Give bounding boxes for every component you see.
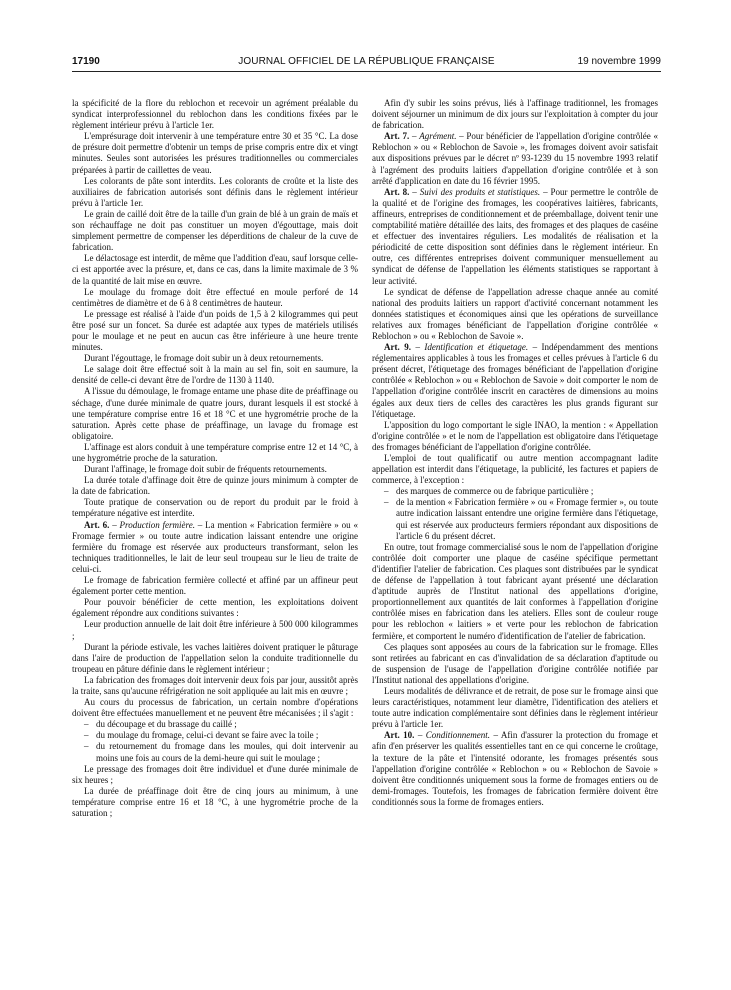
article-number: Art. 10. bbox=[384, 730, 415, 741]
list-item: – du moulage du fromage, celui-ci devant se faire avec la toile ; bbox=[96, 730, 358, 741]
page-header bbox=[72, 56, 661, 70]
paragraph: Au cours du processus de fabrication, un certain nombre d'opérations doivent être effectuées manuellement et ne peuvent être mécanisées ; il s'agit : bbox=[72, 697, 358, 719]
paragraph: la spécificité de la flore du reblochon et recevoir un agrément préalable du syndicat interprofessionnel du reblochon dans les conditions fixées par le règlement intérieur prévu à l'article 1er. bbox=[72, 98, 358, 131]
article-text: – Indépendamment des mentions réglementaires applicables à tous les fromages et celles prévues à l'article 6 du présent décret, l'étiquetage des fromages bénéficiant de l'appellation d'origine contrôlée « Reblochon » ou « Reblochon de Savoie » doit comporter le nom de l'appellation d'origine contrôlée inscrit en caractères de dimensions au moins égales aux deux tiers de celles des caractères les plus grands figurant sur l'étiquetage. bbox=[372, 342, 658, 419]
list-item: – des marques de commerce ou de fabrique particulière ; bbox=[396, 486, 658, 497]
paragraph: La durée de préaffinage doit être de cinq jours au minimum, à une température comprise entre 16 et 18 °C, à une hygrométrie proche de la saturation ; bbox=[72, 785, 358, 818]
article-text: – Pour permettre le contrôle de la qualité et de l'origine des fromages, les coopératives laitières, fabricants, affineurs, entreprises de conditionnement et de préemballage, doivent tenir une comptabilité matière détaillée des laits, des fromages et des plaques de caséine et effectuer des inventaires réguliers. Les modalités de réalisation et la périodicité de cette disposition sont définies dans le règlement intérieur. En outre, ces différentes entreprises doivent communiquer mensuellement au syndicat de défense de l'appellation les éléments statistiques se rapportant à leur activité. bbox=[372, 186, 658, 286]
paragraph: Pour pouvoir bénéficier de cette mention, les exploitations doivent également répondre aux conditions suivantes : bbox=[72, 597, 358, 619]
paragraph: L'emploi de tout qualificatif ou autre mention accompagnant ladite appellation est interdit dans l'étiquetage, la publicité, les factures et papiers de commerce, à l'exception : bbox=[372, 453, 658, 486]
paragraph: Le pressage est réalisé à l'aide d'un poids de 1,5 à 2 kilogrammes qui peut être posé sur un foncet. Sa durée est adaptée aux types de matériels utilisés pour le moulage et ne peut en aucun cas être inférieure à une heure trente minutes. bbox=[72, 308, 358, 353]
paragraph: Le délactosage est interdit, de même que l'addition d'eau, sauf lorsque celle-ci est apportée avec la présure, et, dans ce cas, dans la limite maximale de 3 % de la quantité de lait mise en œuvre. bbox=[72, 253, 358, 286]
paragraph: L'apposition du logo comportant le sigle INAO, la mention : « Appellation d'origine contrôlée » et le nom de l'appellation est obligatoire dans l'étiquetage des fromages bénéficiant de l'appellation d'origine contrôlée. bbox=[372, 419, 658, 452]
article-title: Production fermière. bbox=[119, 519, 195, 530]
paragraph: Ces plaques sont apposées au cours de la fabrication sur le fromage. Elles sont retirées au fabricant en cas d'invalidation de sa déclaration d'aptitude ou de suspension de l'usage de l'appellation d'origine contrôlée notifiée par l'Institut national des appellations d'origine. bbox=[372, 641, 658, 685]
journal-title: JOURNAL OFFICIEL DE LA RÉPUBLIQUE FRANÇAISE bbox=[238, 56, 495, 67]
paragraph: En outre, tout fromage commercialisé sous le nom de l'appellation d'origine contrôlée doit comporter une plaque de caséine spécifique permettant d'identifier l'atelier de fabrication. Ces plaques sont distribuées par le syndicat de défense de l'appellation à tout fabricant ayant présenté une déclaration d'aptitude auprès de l'Institut national des appellations d'origine, proportionnellement aux quantités de lait conformes à l'appellation d'origine contrôlée mises en fabrication dans les ateliers. Elles sont de couleur rouge pour les reblochon « laitiers » et verte pour les reblochon de fabrication fermière, et comportent le numéro d'identification de l'atelier de fabrication. bbox=[372, 541, 658, 641]
paragraph: Le syndicat de défense de l'appellation adresse chaque année au comité national des produits laitiers un rapport d'activité concernant notamment les données statistiques et économiques ainsi que les opérations de surveillance relatives aux fromages bénéficiant de l'appellation d'origine contrôlée « Reblochon » ou « Reblochon de Savoie ». bbox=[372, 286, 658, 341]
paragraph: Le salage doit être effectué soit à la main au sel fin, soit en saumure, la densité de celle-ci devant être de l'ordre de 1130 à 1140. bbox=[72, 364, 358, 386]
issue-date: 19 novembre 1999 bbox=[577, 56, 661, 67]
dash-list bbox=[372, 486, 658, 541]
paragraph: Les colorants de pâte sont interdits. Les colorants de croûte et la liste des auxiliaires de fabrication autorisés sont définis dans le règlement intérieur prévu à l'article 1er. bbox=[72, 175, 358, 208]
list-item: – du découpage et du brassage du caillé ; bbox=[96, 719, 358, 730]
paragraph: Afin d'y subir les soins prévus, liés à l'affinage traditionnel, les fromages doivent séjourner un minimum de dix jours sur l'exploitation à compter du jour de fabrication. bbox=[372, 98, 658, 131]
article-title: Identification et étiquetage. bbox=[424, 342, 529, 353]
article-text: – Afin d'assurer la protection du fromage et afin d'en préserver les qualités essentielles tant en ce qui concerne le croûtage, la texture de la pâte et l'intensité odorante, les fromages présentés sous l'appellation d'origine contrôlée « Reblochon » ou « Reblochon de Savoie » doivent être conditionnés uniquement sous la forme de fromages entiers ou de demi-fromages. Toutefois, les fromages de fabrication fermière doivent être conditionnés sous la forme de fromages entiers. bbox=[372, 730, 658, 807]
article-number: Art. 8. bbox=[384, 186, 410, 197]
paragraph: Le moulage du fromage doit être effectué en moule perforé de 14 centimètres de diamètre et de 6 à 8 centimètres de hauteur. bbox=[72, 286, 358, 308]
paragraph: Leurs modalités de délivrance et de retrait, de pose sur le fromage ainsi que leurs caractéristiques, notamment leur diamètre, l'identification des ateliers et toute autre indication complémentaire sont définies dans le règlement intérieur prévu à l'article 1er. bbox=[372, 685, 658, 730]
article-title: Agrément. bbox=[419, 131, 457, 142]
dash-list bbox=[72, 719, 358, 763]
list-item: – de la mention « Fabrication fermière » ou « Fromage fermier », ou toute autre indication laissant entendre une origine fermière dans l'étiquetage, qui est réservée aux producteurs fermiers répondant aux dispositions de l'article 6 du présent décret. bbox=[396, 497, 658, 541]
page-number: 17190 bbox=[72, 56, 100, 67]
paragraph: A l'issue du démoulage, le fromage entame une phase dite de préaffinage ou séchage, d'une durée minimale de quatre jours, durant lesquels il est stocké à une température comprise entre 16 et 18 °C et une hygrométrie proche de la saturation. Après cette phase de préaffinage, un lavage du fromage est obligatoire. bbox=[72, 386, 358, 441]
article-text: – Pour bénéficier de l'appellation d'origine contrôlée « Reblochon » ou « Reblochon de Savoie », les fromages doivent avoir satisfait aux dispositions prévues par le décret nº 93-1239 du 15 novembre 1993 relatif à l'agrément des produits laitiers d'appellation d'origine contrôlée et à son arrêté d'application en date du 16 février 1995. bbox=[372, 131, 658, 186]
article-9: Art. 9. – Identification et étiquetage. – Indépendamment des mentions réglementaires applicables à tous les fromages et celles prévues à l'article 6 du présent décret, l'étiquetage des fromages bénéficiant de l'appellation d'origine contrôlée « Reblochon » ou « Reblochon de Savoie » doit comporter le nom de l'appellation d'origine contrôlée inscrit en caractères de dimensions au moins égales aux deux tiers de celles des caractères les plus grands figurant sur l'étiquetage. bbox=[372, 342, 658, 419]
paragraph: Durant la période estivale, les vaches laitières doivent pratiquer le pâturage dans l'aire de production de l'appellation selon la conduite traditionnelle du troupeau en pâture définie dans le règlement intérieur ; bbox=[72, 641, 358, 674]
paragraph: L'emprésurage doit intervenir à une température entre 30 et 35 °C. La dose de présure doit permettre d'obtenir un temps de prise compris entre dix et vingt minutes. Seules sont autorisées les présures traditionnelles ou commerciales préparées à partir de caillettes de veau. bbox=[72, 131, 358, 175]
article-6: Art. 6. – Production fermière. – La mention « Fabrication fermière » ou « Fromage fermier » ou toute autre indication laissant entendre une origine fermière du fromage est réservée aux producteurs transformant, selon les techniques traditionnelles, le lait de leur seul troupeau sur le lieu de traite de celui-ci. bbox=[72, 519, 358, 574]
article-number: Art. 6. bbox=[84, 519, 110, 530]
article-number: Art. 9. bbox=[384, 342, 411, 353]
article-8: Art. 8. – Suivi des produits et statistiques. – Pour permettre le contrôle de la qualité et de l'origine des fromages, les coopératives laitières, fabricants, affineurs, entreprises de conditionnement et de préemballage, doivent tenir une comptabilité matière détaillée des laits, des fromages et des plaques de caséine et effectuer des inventaires réguliers. Les modalités de réalisation et la périodicité de cette disposition sont définies dans le règlement intérieur. En outre, ces différentes entreprises doivent communiquer mensuellement au syndicat de défense de l'appellation les éléments statistiques se rapportant à leur activité. bbox=[372, 186, 658, 286]
list-item: – du retournement du fromage dans les moules, qui doit intervenir au moins une fois au cours de la demi-heure qui suit le moulage ; bbox=[96, 741, 358, 763]
paragraph: La durée totale d'affinage doit être de quinze jours minimum à compter de la date de fabrication. bbox=[72, 475, 358, 497]
right-column bbox=[372, 98, 658, 966]
paragraph: La fabrication des fromages doit intervenir deux fois par jour, aussitôt après la traite, sans qu'aucune réfrigération ne soit appliquée au lait mis en œuvre ; bbox=[72, 674, 358, 696]
paragraph: Durant l'égouttage, le fromage doit subir un à deux retournements. bbox=[84, 353, 324, 364]
paragraph: L'affinage est alors conduit à une température comprise entre 12 et 14 °C, à une hygrométrie proche de la saturation. bbox=[72, 441, 358, 463]
paragraph: Le pressage des fromages doit être individuel et d'une durée minimale de six heures ; bbox=[72, 763, 358, 785]
article-10: Art. 10. – Conditionnement. – Afin d'assurer la protection du fromage et afin d'en préserver les qualités essentielles tant en ce qui concerne le croûtage, la texture de la pâte et l'intensité odorante, les fromages présentés sous l'appellation d'origine contrôlée « Reblochon » ou « Reblochon de Savoie » doivent être conditionnés uniquement sous la forme de fromages entiers ou de demi-fromages. Toutefois, les fromages de fabrication fermière doivent être conditionnés sous la forme de fromages entiers. bbox=[372, 730, 658, 807]
left-column bbox=[72, 98, 358, 966]
paragraph: Toute pratique de conservation ou de report du produit par le froid à température négative est interdite. bbox=[72, 497, 358, 519]
article-7: Art. 7. – Agrément. – Pour bénéficier de l'appellation d'origine contrôlée « Reblochon » ou « Reblochon de Savoie », les fromages doivent avoir satisfait aux dispositions prévues par le décret nº 93-1239 du 15 novembre 1993 relatif à l'agrément des produits laitiers d'appellation d'origine contrôlée et à son arrêté d'application en date du 16 février 1995. bbox=[372, 131, 658, 186]
article-text: – La mention « Fabrication fermière » ou « Fromage fermier » ou toute autre indication laissant entendre une origine fermière du fromage est réservée aux producteurs transformant, selon les techniques traditionnelles, le lait de leur seul troupeau sur le lieu de traite de celui-ci. bbox=[72, 519, 358, 574]
paragraph: Le grain de caillé doit être de la taille d'un grain de blé à un grain de maïs et son réchauffage ne doit pas constituer un moyen d'égouttage, mais doit simplement permettre de compenser les déperditions de chaleur de la cuve de fabrication. bbox=[72, 208, 358, 253]
article-title: Suivi des produits et statistiques. bbox=[419, 186, 541, 197]
article-number: Art. 7. bbox=[384, 131, 410, 142]
header-rule bbox=[72, 71, 661, 72]
paragraph: Durant l'affinage, le fromage doit subir de fréquents retournements. bbox=[84, 464, 327, 475]
paragraph: Le fromage de fabrication fermière collecté et affiné par un affineur peut également porter cette mention. bbox=[72, 575, 358, 597]
paragraph: Leur production annuelle de lait doit être inférieure à 500 000 kilogrammes ; bbox=[72, 619, 358, 641]
article-title: Conditionnement. bbox=[425, 730, 491, 741]
